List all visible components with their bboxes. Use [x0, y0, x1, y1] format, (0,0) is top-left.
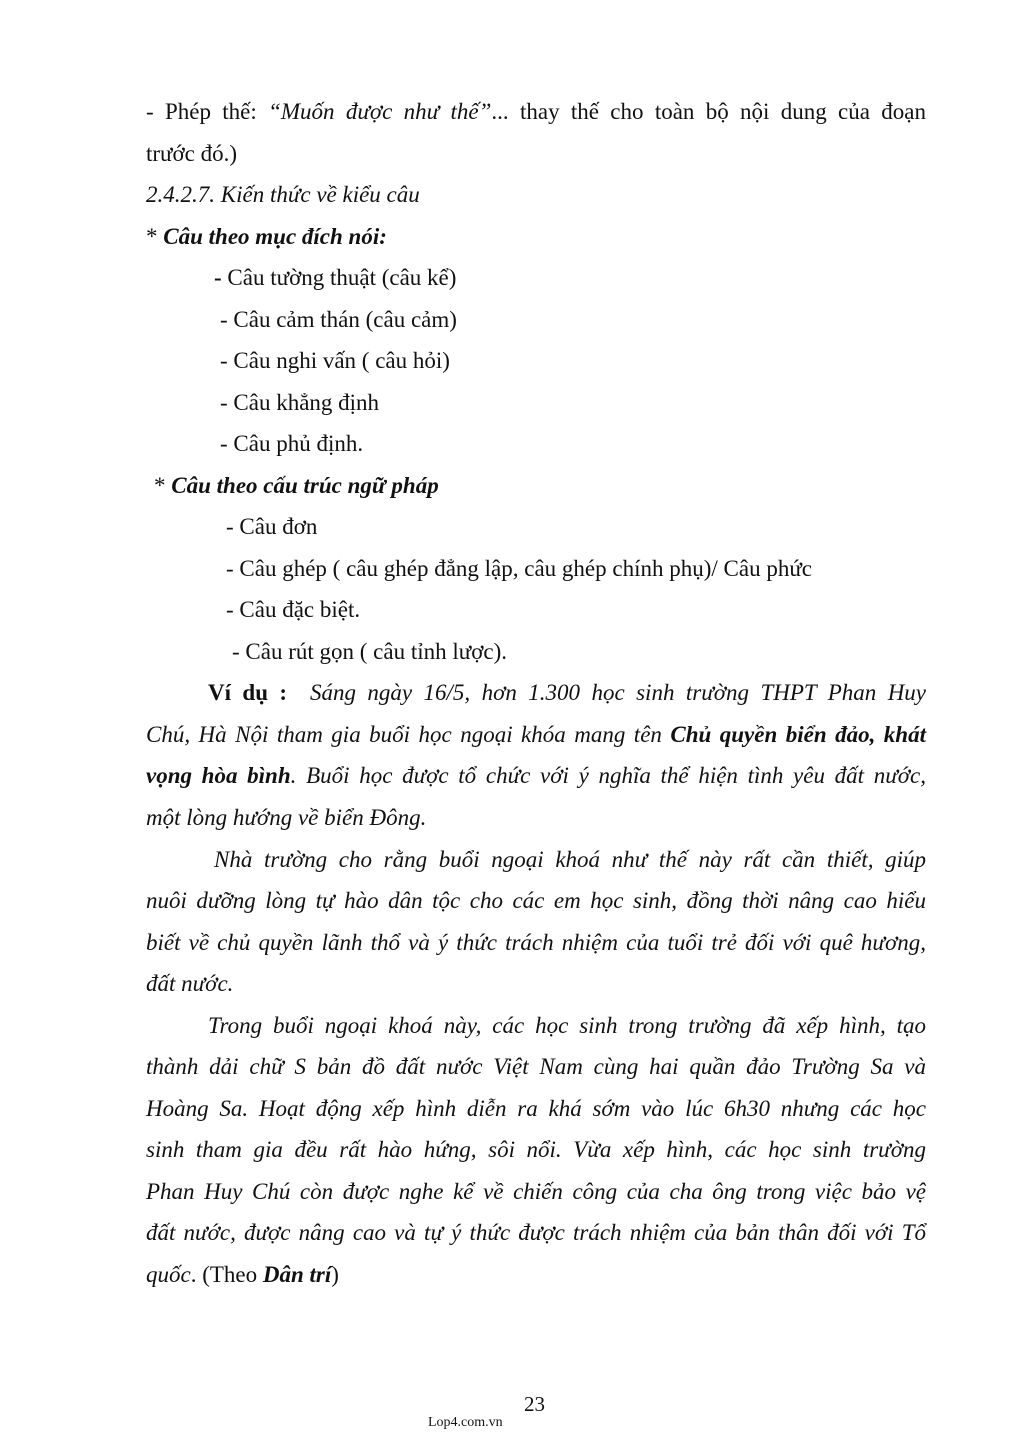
source-name: Dân trí: [262, 1262, 332, 1287]
group2-item: - Câu rút gọn ( câu tỉnh lược).: [232, 639, 508, 664]
paragraph3-line: đất nước, được nâng cao và tự ý thức được trách nhiệm của bản thân đối với Tổ: [146, 1220, 926, 1245]
group2-item: - Câu ghép ( câu ghép đẳng lập, câu ghép chính phụ)/ Câu phức: [226, 556, 813, 581]
group2-item: - Câu đơn: [226, 514, 318, 539]
paragraph2-line: Nhà trường cho rằng buổi ngoại khoá như thế này rất cần thiết, giúp: [214, 847, 926, 872]
group1-item: - Câu cảm thán (câu cảm): [220, 307, 457, 332]
group2-heading: * Câu theo cấu trúc ngữ pháp: [154, 473, 439, 498]
group2-title: Câu theo cấu trúc ngữ pháp: [171, 473, 439, 498]
example-line-4: một lòng hướng về biển Đông.: [146, 805, 427, 830]
example-line-3: vọng hòa bình. Buổi học được tổ chức với ý nghĩa thể hiện tình yêu đất nước,: [146, 763, 927, 788]
paragraph3-line: thành dải chữ S bản đồ đất nước Việt Nam cùng hai quần đảo Trường Sa và: [146, 1054, 926, 1079]
phep-the-quote: “Muốn được như thế”: [268, 99, 492, 124]
paragraph3-line: Phan Huy Chú còn được nghe kể về chiến công của cha ông trong việc bảo vệ: [146, 1179, 926, 1204]
group1-title: Câu theo mục đích nói:: [163, 224, 387, 249]
phep-the-line: [146, 97, 926, 127]
phep-the-rest: ... thay thế cho toàn bộ nội dung của đoạn: [491, 99, 926, 124]
example-line-2: Chú, Hà Nội tham gia buổi học ngoại khóa mang tên Chủ quyền biển đảo, khát: [146, 722, 926, 747]
paragraph3-line: Hoàng Sa. Hoạt động xếp hình diễn ra khá sớm vào lúc 6h30 nhưng các học: [146, 1096, 926, 1121]
group1-heading: * Câu theo mục đích nói:: [146, 224, 387, 249]
paragraph2-line: biết về chủ quyền lãnh thổ và ý thức trách nhiệm của tuổi trẻ đối với quê hương,: [146, 930, 926, 955]
paragraph3-last-line: quốc. (Theo Dân trí): [146, 1262, 339, 1287]
event-name: Chủ quyền biển đảo, khát: [670, 722, 926, 747]
page-number: 23: [524, 1392, 545, 1416]
group1-item: - Câu phủ định.: [220, 431, 364, 456]
footer-site: Lop4.com.vn: [428, 1415, 503, 1430]
group1-item: - Câu tường thuật (câu kể): [214, 265, 457, 290]
paragraph2-line: đất nước.: [146, 971, 234, 996]
phep-the-continuation: trước đó.): [146, 141, 238, 166]
example-label: Ví dụ :: [208, 680, 288, 705]
group1-item: - Câu khẳng định: [220, 390, 380, 415]
paragraph3-line: Trong buổi ngoại khoá này, các học sinh trong trường đã xếp hình, tạo: [208, 1013, 926, 1038]
paragraph3-line: sinh tham gia đều rất hào hứng, sôi nổi. Vừa xếp hình, các học sinh trường: [146, 1137, 926, 1162]
group1-item: - Câu nghi vấn ( câu hỏi): [220, 348, 450, 373]
section-heading: 2.4.2.7. Kiến thức về kiểu câu: [146, 182, 420, 207]
paragraph2-line: nuôi dưỡng lòng tự hào dân tộc cho các em học sinh, đồng thời nâng cao hiểu: [146, 888, 926, 913]
phep-the-prefix: - Phép thế:: [146, 99, 269, 124]
example-line-1: Ví dụ : Sáng ngày 16/5, hơn 1.300 học sinh trường THPT Phan Huy: [208, 680, 927, 705]
group2-item: - Câu đặc biệt.: [226, 597, 361, 622]
